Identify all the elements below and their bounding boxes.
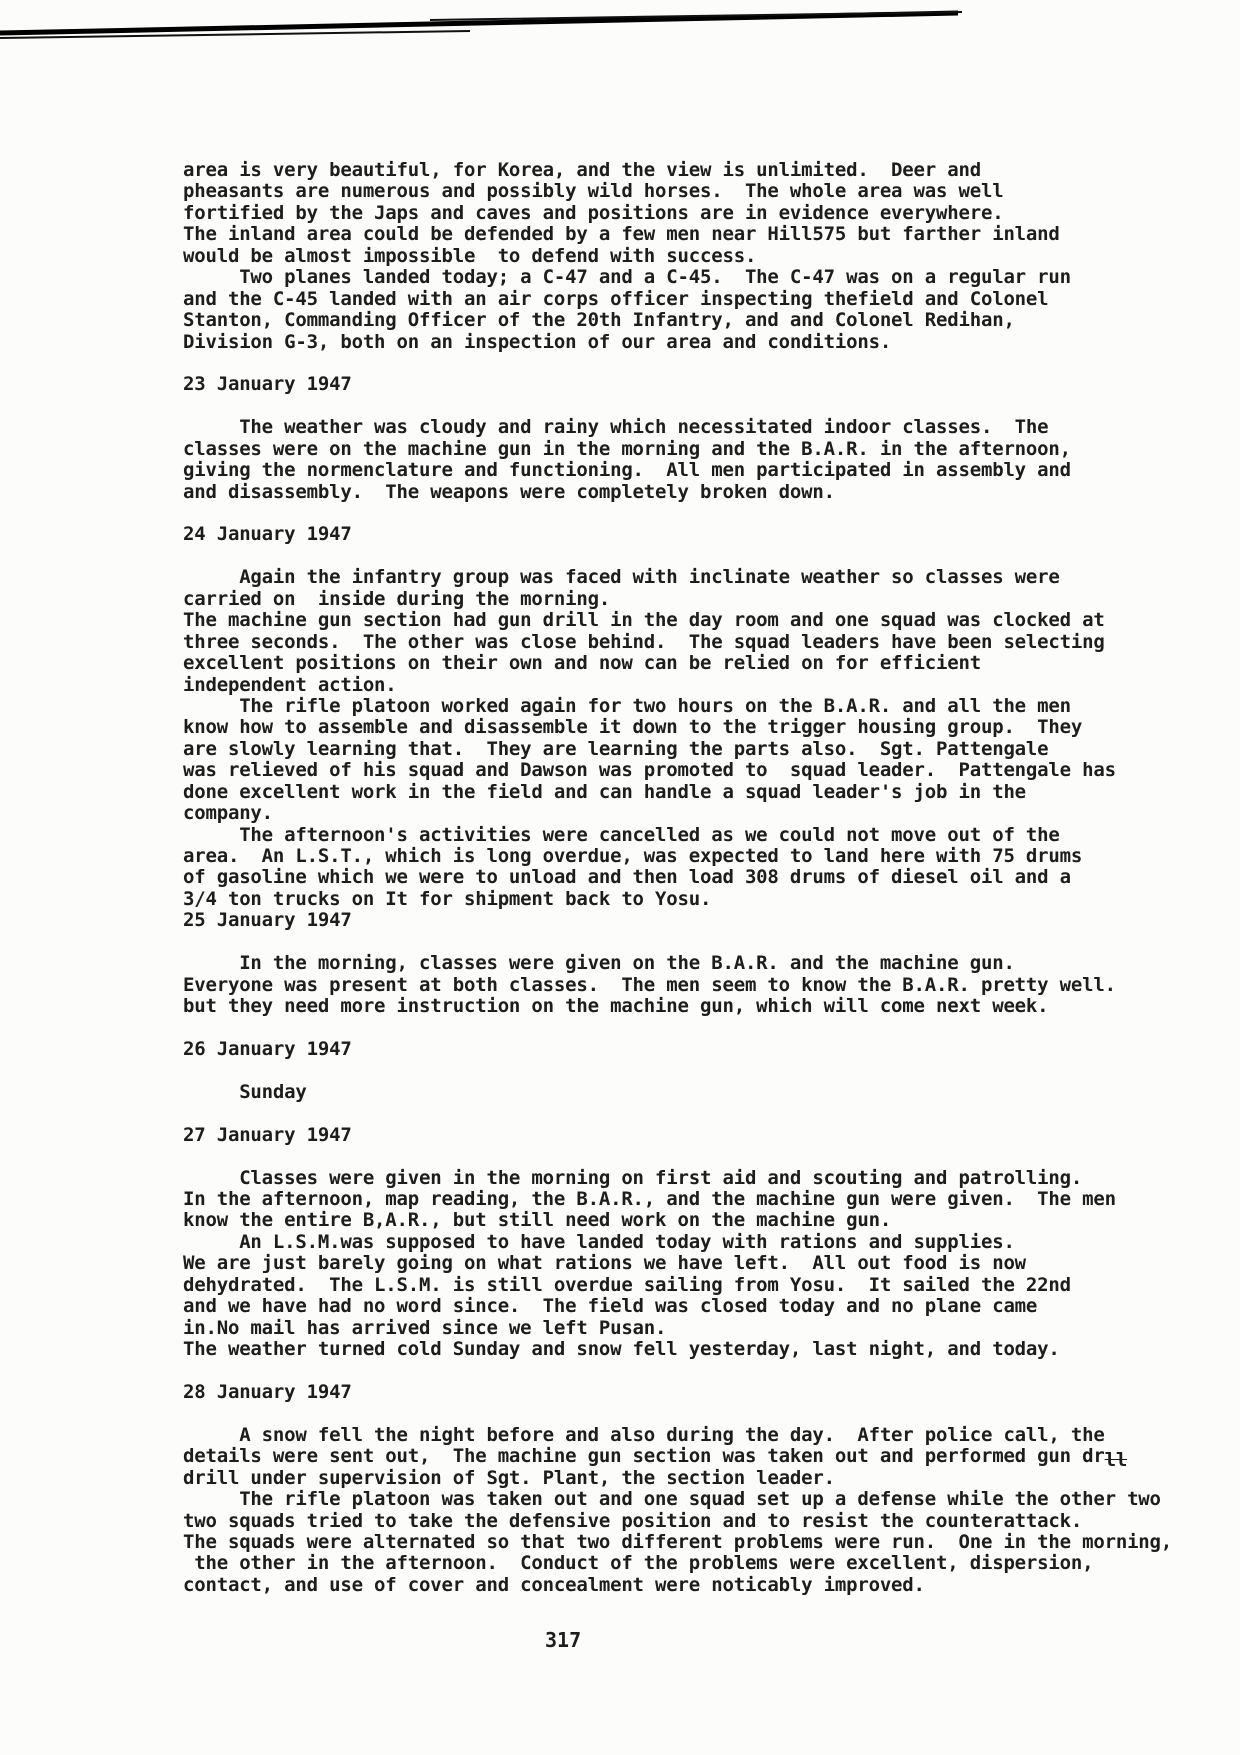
text-line: know the entire B,A.R., but still need work on the machine gun. (183, 1209, 892, 1232)
text-line: We are just barely going on what rations we have left. All out food is now (183, 1252, 1026, 1275)
text-line: classes were on the machine gun in the morning and the B.A.R. in the afternoon, (183, 437, 1071, 460)
text-line: and disassembly. The weapons were completely broken down. (183, 480, 835, 503)
text-line: are slowly learning that. They are learning the parts also. Sgt. Pattengale (183, 737, 1049, 760)
text-line: Division G-3, both on an inspection of our area and conditions. (183, 330, 892, 353)
text-line: drill under supervision of Sgt. Plant, the section leader. (183, 1466, 835, 1489)
text-line: in.No mail has arrived since we left Pusan. (183, 1316, 667, 1339)
text-line: done excellent work in the field and can handle a squad leader's job in the (183, 780, 1026, 803)
text-line: excellent positions on their own and now can be relied on for efficient (183, 652, 981, 675)
text-line (183, 503, 1143, 524)
text-line: pheasants are numerous and possibly wild horses. The whole area was well (183, 180, 1004, 203)
text-line: 28 January 1947 (183, 1380, 352, 1403)
text-line (183, 546, 1143, 567)
text-line: A snow fell the night before and also during the day. After police call, the (183, 1423, 1105, 1446)
text-line: area is very beautiful, for Korea, and the view is unlimited. Deer and (183, 159, 981, 181)
text-line: and we have had no word since. The field was closed today and no plane came (183, 1295, 1038, 1318)
text-line: 27 January 1947 (183, 1123, 352, 1146)
text-line: independent action. (183, 673, 397, 696)
text-line (183, 1403, 1143, 1424)
text-line: Classes were given in the morning on first aid and scouting and patrolling. (183, 1166, 1083, 1189)
text-line (183, 1060, 1143, 1081)
text-line: 25 January 1947 (183, 909, 352, 932)
text-line: two squads tried to take the defensive position and to resist the counterattack. (183, 1509, 1083, 1532)
text-line: but they need more instruction on the machine gun, which will come next week. (183, 995, 1049, 1018)
text-line (183, 1361, 1143, 1382)
page-number: 317 (545, 1628, 582, 1652)
text-line: In the afternoon, map reading, the B.A.R., and the machine gun were given. The men (183, 1188, 1116, 1210)
text-line: The inland area could be defended by a few men near Hill575 but farther inland (183, 223, 1060, 246)
text-line: carried on inside during the morning. (183, 587, 611, 610)
text-line (183, 932, 1143, 953)
text-line: 23 January 1947 (183, 373, 352, 396)
text-line: The weather was cloudy and rainy which necessitated indoor classes. The (183, 416, 1049, 439)
text-line: Two planes landed today; a C-47 and a C-45. The C-47 was on a regular run (183, 266, 1071, 289)
text-line: the other in the afternoon. Conduct of the problems were excellent, dispersion, (183, 1552, 1094, 1575)
text-line: The afternoon's activities were cancelled as we could not move out of the (183, 823, 1060, 846)
struck-text: ll (1104, 1449, 1128, 1472)
text-line: know how to assemble and disassemble it down to the trigger housing group. They (183, 716, 1083, 739)
text-line (183, 1103, 1143, 1124)
text-line: Sunday (183, 1080, 307, 1103)
text-line (183, 353, 1143, 374)
text-line: 24 January 1947 (183, 523, 352, 546)
text-line: Everyone was present at both classes. The men seem to know the B.A.R. pretty well. (183, 973, 1116, 996)
text-line: would be almost impossible to defend with success. (183, 244, 757, 267)
text-line: An L.S.M.was supposed to have landed today with rations and supplies. (183, 1230, 1015, 1253)
text-line: giving the normenclature and functioning. All men participated in assembly and (183, 459, 1071, 482)
text-line: details were sent out, The machine gun section was taken out and performed gun drll (183, 1445, 1128, 1472)
text-line: dehydrated. The L.S.M. is still overdue sailing from Yosu. It sailed the 22nd (183, 1273, 1071, 1296)
text-line: The weather turned cold Sunday and snow fell yesterday, last night, and today. (183, 1338, 1060, 1361)
text-line: The squads were alternated so that two different problems were run. One in the morning, (183, 1531, 1173, 1553)
text-line: area. An L.S.T., which is long overdue, was expected to land here with 75 drums (183, 845, 1083, 867)
text-line: was relieved of his squad and Dawson was promoted to squad leader. Pattengale has (183, 759, 1116, 782)
text-line: of gasoline which we were to unload and then load 308 drums of diesel oil and a (183, 866, 1071, 889)
text-line: 26 January 1947 (183, 1037, 352, 1060)
text-line: The rifle platoon worked again for two hours on the B.A.R. and all the men (183, 694, 1071, 717)
text-line (183, 1146, 1143, 1167)
text-line: three seconds. The other was close behind. The squad leaders have been selecting (183, 630, 1105, 653)
text-line: contact, and use of cover and concealment were noticably improved. (183, 1573, 925, 1596)
text-line (183, 396, 1143, 417)
text-line: The machine gun section had gun drill in the day room and one squad was clocked at (183, 609, 1105, 632)
text-line: 3/4 ton trucks on It for shipment back to Yosu. (183, 887, 712, 910)
text-line (183, 1018, 1143, 1039)
scan-artifact-line (0, 0, 1240, 50)
text-line: Stanton, Commanding Officer of the 20th Infantry, and and Colonel Redihan, (183, 309, 1015, 332)
document-text (183, 159, 1173, 1596)
text-line: company. (183, 802, 273, 825)
text-line: fortified by the Japs and caves and positions are in evidence everywhere. (183, 201, 1004, 224)
text-line: The rifle platoon was taken out and one squad set up a defense while the other two (183, 1488, 1161, 1511)
text-line: Again the infantry group was faced with inclinate weather so classes were (183, 566, 1060, 589)
text-line: In the morning, classes were given on the B.A.R. and the machine gun. (183, 952, 1015, 975)
text-line: and the C-45 landed with an air corps officer inspecting thefield and Colonel (183, 287, 1049, 310)
